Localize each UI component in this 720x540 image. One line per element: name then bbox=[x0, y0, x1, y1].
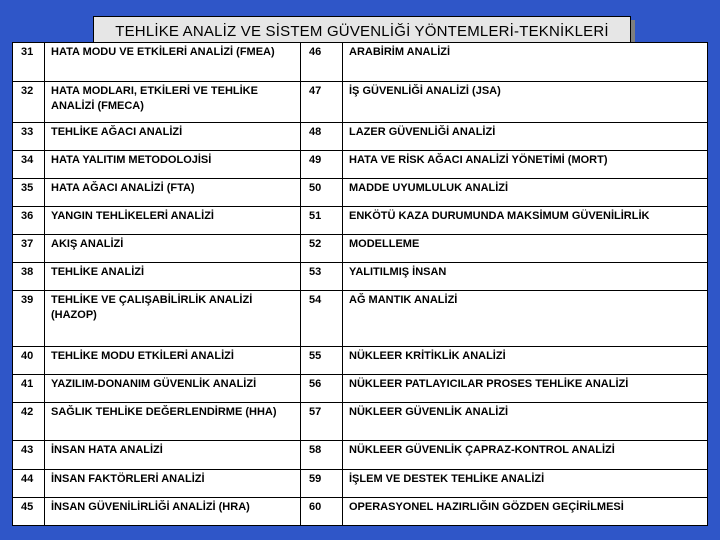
row-number-right: 58 bbox=[301, 441, 343, 469]
row-number-right: 56 bbox=[301, 374, 343, 402]
table-row bbox=[13, 402, 708, 441]
row-number-right: 51 bbox=[301, 207, 343, 235]
row-number-left: 37 bbox=[13, 235, 45, 263]
row-number-right: 54 bbox=[301, 291, 343, 346]
table-row bbox=[13, 469, 708, 497]
method-name-left: TEHLİKE VE ÇALIŞABİLİRLİK ANALİZİ (HAZOP) bbox=[45, 291, 301, 346]
method-name-right: NÜKLEER PATLAYICILAR PROSES TEHLİKE ANALİZİ bbox=[343, 374, 708, 402]
method-name-left: HATA MODLARI, ETKİLERİ VE TEHLİKE ANALİZİ (FMECA) bbox=[45, 81, 301, 122]
row-number-left: 41 bbox=[13, 374, 45, 402]
method-name-right: OPERASYONEL HAZIRLIĞIN GÖZDEN GEÇİRİLMESİ bbox=[343, 497, 708, 525]
method-name-right: MODELLEME bbox=[343, 235, 708, 263]
method-name-right: YALITILMIŞ İNSAN bbox=[343, 263, 708, 291]
row-number-right: 48 bbox=[301, 122, 343, 150]
table-row bbox=[13, 374, 708, 402]
row-number-left: 38 bbox=[13, 263, 45, 291]
row-number-right: 59 bbox=[301, 469, 343, 497]
row-number-right: 50 bbox=[301, 178, 343, 206]
method-name-left: AKIŞ ANALİZİ bbox=[45, 235, 301, 263]
method-name-left: HATA MODU VE ETKİLERİ ANALİZİ (FMEA) bbox=[45, 43, 301, 82]
row-number-left: 39 bbox=[13, 291, 45, 346]
method-name-right: AĞ MANTIK ANALİZİ bbox=[343, 291, 708, 346]
method-name-left: TEHLİKE AĞACI ANALİZİ bbox=[45, 122, 301, 150]
method-name-right: NÜKLEER GÜVENLİK ANALİZİ bbox=[343, 402, 708, 441]
row-number-right: 53 bbox=[301, 263, 343, 291]
table-row bbox=[13, 441, 708, 469]
method-name-left: HATA YALITIM METODOLOJİSİ bbox=[45, 150, 301, 178]
method-name-right: MADDE UYUMLULUK ANALİZİ bbox=[343, 178, 708, 206]
method-name-right: ENKÖTÜ KAZA DURUMUNDA MAKSİMUM GÜVENİLİRLİK bbox=[343, 207, 708, 235]
method-name-left: İNSAN HATA ANALİZİ bbox=[45, 441, 301, 469]
method-name-left: SAĞLIK TEHLİKE DEĞERLENDİRME (HHA) bbox=[45, 402, 301, 441]
row-number-right: 49 bbox=[301, 150, 343, 178]
row-number-left: 44 bbox=[13, 469, 45, 497]
method-name-right: İŞLEM VE DESTEK TEHLİKE ANALİZİ bbox=[343, 469, 708, 497]
row-number-right: 57 bbox=[301, 402, 343, 441]
row-number-left: 33 bbox=[13, 122, 45, 150]
table-row bbox=[13, 263, 708, 291]
method-name-right: NÜKLEER KRİTİKLİK ANALİZİ bbox=[343, 346, 708, 374]
row-number-right: 47 bbox=[301, 81, 343, 122]
row-number-right: 46 bbox=[301, 43, 343, 82]
method-name-left: İNSAN FAKTÖRLERİ ANALİZİ bbox=[45, 469, 301, 497]
row-number-left: 32 bbox=[13, 81, 45, 122]
table-row bbox=[13, 122, 708, 150]
table-row bbox=[13, 346, 708, 374]
method-name-left: YAZILIM-DONANIM GÜVENLİK ANALİZİ bbox=[45, 374, 301, 402]
row-number-left: 43 bbox=[13, 441, 45, 469]
method-name-right: ARABİRİM ANALİZİ bbox=[343, 43, 708, 82]
method-name-right: LAZER GÜVENLİĞİ ANALİZİ bbox=[343, 122, 708, 150]
table-row bbox=[13, 291, 708, 346]
table-row bbox=[13, 178, 708, 206]
row-number-right: 60 bbox=[301, 497, 343, 525]
row-number-left: 35 bbox=[13, 178, 45, 206]
row-number-left: 31 bbox=[13, 43, 45, 82]
row-number-left: 45 bbox=[13, 497, 45, 525]
table-row bbox=[13, 43, 708, 82]
table-row bbox=[13, 235, 708, 263]
table-row bbox=[13, 150, 708, 178]
method-name-left: YANGIN TEHLİKELERİ ANALİZİ bbox=[45, 207, 301, 235]
table-row bbox=[13, 497, 708, 525]
page-title: TEHLİKE ANALİZ VE SİSTEM GÜVENLİĞİ YÖNTEMLERİ-TEKNİKLERİ bbox=[115, 22, 609, 40]
method-name-left: TEHLİKE MODU ETKİLERİ ANALİZİ bbox=[45, 346, 301, 374]
row-number-right: 55 bbox=[301, 346, 343, 374]
method-name-right: İŞ GÜVENLİĞİ ANALİZİ (JSA) bbox=[343, 81, 708, 122]
method-name-left: TEHLİKE ANALİZİ bbox=[45, 263, 301, 291]
method-name-right: HATA VE RİSK AĞACI ANALİZİ YÖNETİMİ (MORT) bbox=[343, 150, 708, 178]
row-number-left: 36 bbox=[13, 207, 45, 235]
row-number-right: 52 bbox=[301, 235, 343, 263]
row-number-left: 42 bbox=[13, 402, 45, 441]
table-row bbox=[13, 81, 708, 122]
method-name-right: NÜKLEER GÜVENLİK ÇAPRAZ-KONTROL ANALİZİ bbox=[343, 441, 708, 469]
methods-table bbox=[12, 42, 708, 526]
row-number-left: 34 bbox=[13, 150, 45, 178]
methods-table-container bbox=[12, 42, 707, 526]
row-number-left: 40 bbox=[13, 346, 45, 374]
method-name-left: İNSAN GÜVENİLİRLİĞİ ANALİZİ (HRA) bbox=[45, 497, 301, 525]
method-name-left: HATA AĞACI ANALİZİ (FTA) bbox=[45, 178, 301, 206]
table-row bbox=[13, 207, 708, 235]
